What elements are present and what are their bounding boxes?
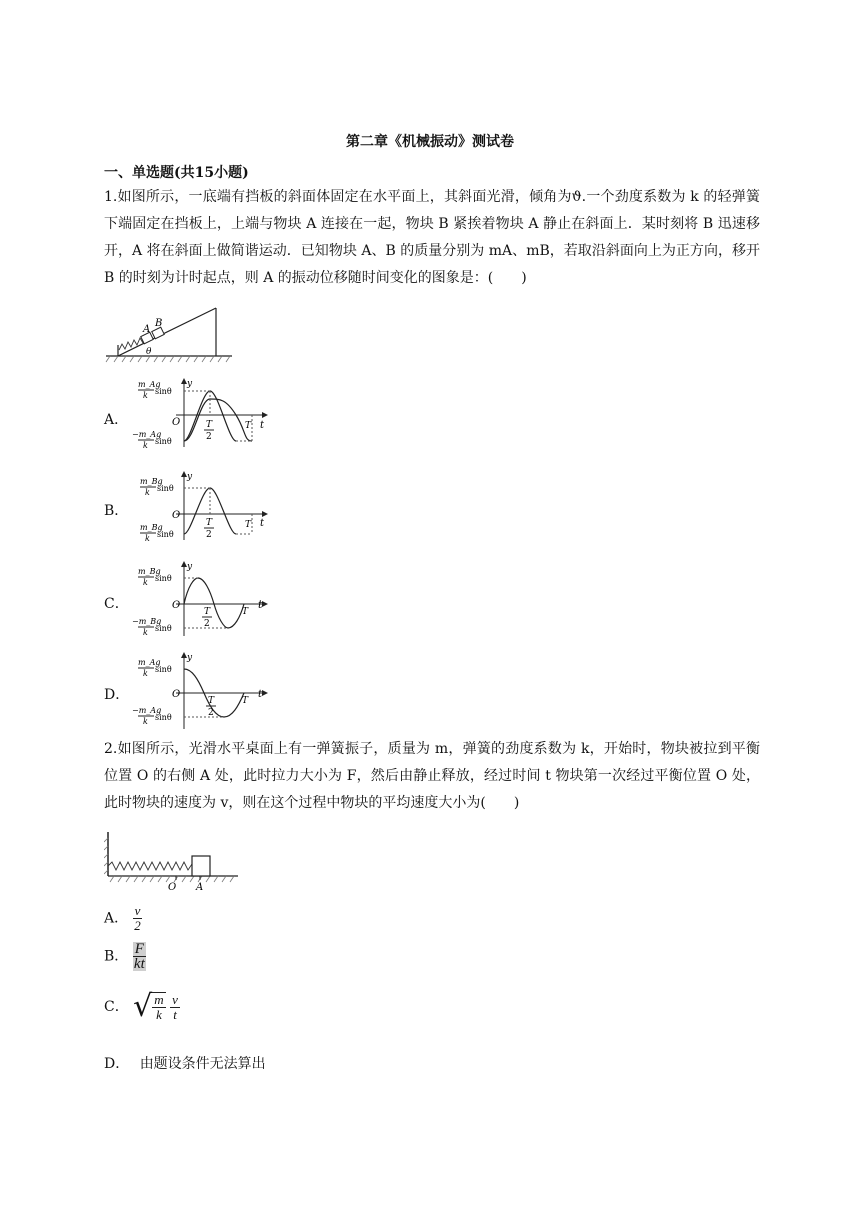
svg-text:sinθ: sinθ xyxy=(155,624,172,633)
q1-option-c[interactable]: C． xyxy=(104,596,129,612)
svg-text:θ: θ xyxy=(146,347,152,357)
question-1-text: 1.如图所示，一底端有挡板的斜面体固定在水平面上，其斜面光滑，倾角为ϑ.一个劲度系数为 k 的轻弹簧下端固定在挡板上，上端与物块 A 连接在一起，物块 B 紧挨着物块 A 静止在斜面上．某时刻将 B 迅速移开，A 将在斜面上做简谐运动．已知物块 A、B 的质量分别为 mA、mB，若取沿斜面向上为正方向，移开 B 的时刻为计时起点，则 A 的振动位移随时间变化的图象是：( ) xyxy=(104,189,760,286)
spring-figure xyxy=(104,830,244,892)
svg-text:t: t xyxy=(258,689,263,700)
svg-text:y: y xyxy=(187,472,193,482)
svg-text:O: O xyxy=(172,600,181,611)
question-2-text: 2.如图所示，光滑水平桌面上有一弹簧振子，质量为 m，弹簧的劲度系数为 k，开始时，物块被拉到平衡位置 O 的右侧 A 处，此时拉力大小为 F，然后由静止释放，经过时间 t 物块第一次经过平衡位置 O 处，此时物块的速度为 v，则在这个过程中物块的平均速度大小为( ) xyxy=(104,741,760,811)
svg-text:y: y xyxy=(187,379,193,389)
svg-text:−m_Ag: −m_Ag xyxy=(132,706,162,715)
svg-text:T: T xyxy=(242,607,249,617)
graph-option-a xyxy=(132,377,280,449)
svg-text:O: O xyxy=(172,510,181,521)
q2-option-a[interactable]: A． $\frac{v}{2}$ xyxy=(104,903,141,933)
svg-text:k: k xyxy=(143,391,148,400)
svg-text:T: T xyxy=(245,421,252,431)
svg-text:y: y xyxy=(187,562,193,572)
svg-text:A: A xyxy=(143,324,151,335)
svg-text:m_Bg: m_Bg xyxy=(140,477,163,486)
svg-text:k: k xyxy=(145,488,150,497)
svg-text:y: y xyxy=(187,653,193,663)
svg-text:T: T xyxy=(204,607,211,617)
section-heading: 一、单选题(共15小题) xyxy=(104,165,249,181)
svg-text:B: B xyxy=(155,318,163,329)
svg-text:O: O xyxy=(172,417,181,428)
svg-text:−m_Bg: −m_Bg xyxy=(132,617,162,626)
fraction-v-over-t: $\frac{v}{t}$ xyxy=(172,991,178,1022)
svg-text:t: t xyxy=(258,598,263,611)
svg-text:T: T xyxy=(245,520,252,530)
q1-option-a[interactable]: A． xyxy=(104,412,129,428)
svg-text:sinθ: sinθ xyxy=(157,530,174,539)
svg-text:2: 2 xyxy=(208,708,214,718)
svg-text:t: t xyxy=(260,420,265,431)
svg-text:sinθ: sinθ xyxy=(155,387,172,396)
graph-option-d xyxy=(132,651,280,731)
svg-text:O: O xyxy=(168,882,177,892)
q2-option-d[interactable]: D． 由题设条件无法算出 xyxy=(104,1056,266,1072)
graph-option-c xyxy=(132,560,280,638)
svg-text:k: k xyxy=(143,717,148,726)
fraction-f-over-kt: $\frac{F}{kt}$ xyxy=(133,941,145,972)
svg-text:sinθ: sinθ xyxy=(155,437,172,446)
fraction-m-over-k: $\frac{m}{k}$ xyxy=(154,992,164,1022)
svg-text:−m_Ag: −m_Ag xyxy=(132,430,162,439)
svg-text:t: t xyxy=(260,518,265,529)
svg-text:k: k xyxy=(143,441,148,449)
svg-text:T: T xyxy=(206,420,213,430)
sqrt-icon: √ xyxy=(133,989,153,1024)
q1-option-d[interactable]: D． xyxy=(104,687,130,703)
svg-text:k: k xyxy=(145,534,150,542)
svg-text:m_Ag: m_Ag xyxy=(138,658,161,667)
svg-text:A: A xyxy=(196,882,204,892)
svg-text:T: T xyxy=(242,696,249,706)
incline-figure xyxy=(104,304,234,364)
svg-text:m_Ag: m_Ag xyxy=(138,380,161,389)
svg-text:sinθ: sinθ xyxy=(155,713,172,722)
svg-text:T: T xyxy=(208,696,215,706)
svg-text:k: k xyxy=(143,628,148,637)
svg-text:sinθ: sinθ xyxy=(155,665,172,674)
svg-text:k: k xyxy=(143,578,148,587)
fraction-v-over-2: $\frac{v}{2}$ xyxy=(134,903,141,933)
q1-option-b[interactable]: B． xyxy=(104,503,129,519)
svg-text:2: 2 xyxy=(206,432,212,442)
graph-option-b xyxy=(132,470,280,542)
svg-text:sinθ: sinθ xyxy=(157,484,174,493)
page-title: 第二章《机械振动》测试卷 xyxy=(346,134,514,150)
svg-text:T: T xyxy=(206,518,213,528)
svg-text:2: 2 xyxy=(206,530,212,540)
svg-text:m_Bg: m_Bg xyxy=(140,523,163,532)
svg-text:m_Bg: m_Bg xyxy=(138,567,161,576)
svg-text:sinθ: sinθ xyxy=(155,574,172,583)
svg-text:2: 2 xyxy=(204,619,210,629)
svg-text:k: k xyxy=(143,669,148,678)
svg-text:O: O xyxy=(172,689,181,700)
q2-option-c[interactable]: C． √ $\frac{m}{k}$ $\frac{v}{t}$ xyxy=(104,989,178,1024)
q2-option-b[interactable]: B． $\frac{F}{kt}$ xyxy=(104,941,145,972)
